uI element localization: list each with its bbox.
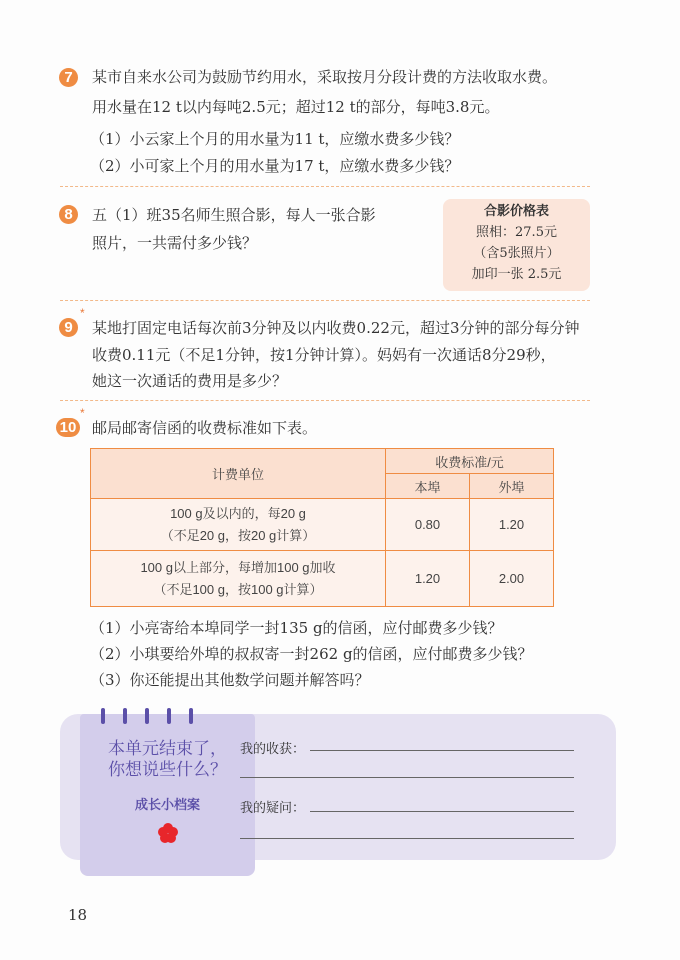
q7-sub2: （2）小可家上个月的用水量为17 t，应缴水费多少钱？ <box>90 157 460 175</box>
table-row <box>91 499 554 551</box>
header-unit: 计费单位 <box>91 449 386 499</box>
challenge-star: * <box>80 306 85 320</box>
price-line: 加印一张 2.5元 <box>471 267 562 282</box>
q8-line1: 五（1）班35名师生照合影，每人一张合影 <box>92 206 376 224</box>
q7-sub1: （1）小云家上个月的用水量为11 t，应缴水费多少钱？ <box>90 130 460 148</box>
question-7-badge: 7 <box>59 68 78 87</box>
divider <box>60 186 590 187</box>
q8-line2: 照片，一共需付多少钱？ <box>92 234 258 252</box>
q10-sub3: （3）你还能提出其他数学问题并解答吗？ <box>90 671 370 689</box>
q10-sub1: （1）小亮寄给本埠同学一封135 g的信函，应付邮费多少钱？ <box>90 619 503 637</box>
photo-price-card <box>443 199 590 291</box>
question-label: 我的疑问： <box>240 801 306 816</box>
review-notepad <box>80 714 255 876</box>
header-local: 本埠 <box>386 474 470 499</box>
ring <box>167 708 171 724</box>
q10-intro: 邮局邮寄信函的收费标准如下表。 <box>92 419 318 437</box>
divider <box>60 400 590 401</box>
cell-local: 0.80 <box>386 499 470 551</box>
row-desc: 100 g以上部分，每增加100 g加收 <box>140 559 336 575</box>
ring <box>123 708 127 724</box>
price-line: 照相：27.5元 <box>476 225 557 240</box>
price-line: （含5张照片） <box>473 246 560 261</box>
ring <box>189 708 193 724</box>
q7-line2: 用水量在12 t以内每吨2.5元；超过12 t的部分，每吨3.8元。 <box>92 98 500 116</box>
row-note: （不足100 g，按100 g计算） <box>153 581 323 597</box>
price-card-title: 合影价格表 <box>483 204 549 219</box>
review-title-2: 你想说些什么？ <box>108 760 227 779</box>
header-fee: 收费标准/元 <box>386 449 554 474</box>
cell-local: 1.20 <box>386 551 470 607</box>
page-number: 18 <box>68 906 88 924</box>
table-row <box>91 551 554 607</box>
postage-table <box>90 448 554 607</box>
header-nonlocal: 外埠 <box>470 474 554 499</box>
q10-sub2: （2）小琪要给外埠的叔叔寄一封262 g的信函，应付邮费多少钱？ <box>90 645 533 663</box>
ring <box>145 708 149 724</box>
q9-line3: 她这一次通话的费用是多少？ <box>92 372 288 390</box>
review-label: 成长小档案 <box>134 797 200 812</box>
gain-line[interactable] <box>240 777 574 778</box>
q7-line1: 某市自来水公司为鼓励节约用水，采取按月分段计费的方法收取水费。 <box>92 68 558 86</box>
q9-line2: 收费0.11元（不足1分钟，按1分钟计算）。妈妈有一次通话8分29秒， <box>92 346 556 364</box>
question-9-badge: 9 <box>59 318 78 337</box>
flower-icon <box>156 821 180 845</box>
row-desc: 100 g及以内的，每20 g <box>170 505 306 521</box>
gain-line[interactable] <box>310 750 574 751</box>
cell-nonlocal: 2.00 <box>470 551 554 607</box>
question-10-badge: 10 <box>56 418 80 437</box>
question-8-badge: 8 <box>59 205 78 224</box>
q9-line1: 某地打固定电话每次前3分钟及以内收费0.22元，超过3分钟的部分每分钟 <box>92 319 580 337</box>
question-line[interactable] <box>240 838 574 839</box>
challenge-star: * <box>80 406 85 420</box>
ring <box>101 708 105 724</box>
review-title-1: 本单元结束了， <box>108 739 227 758</box>
divider <box>60 300 590 301</box>
row-note: （不足20 g，按20 g计算） <box>160 527 316 543</box>
cell-nonlocal: 1.20 <box>470 499 554 551</box>
question-line[interactable] <box>310 811 574 812</box>
gain-label: 我的收获： <box>240 742 306 757</box>
